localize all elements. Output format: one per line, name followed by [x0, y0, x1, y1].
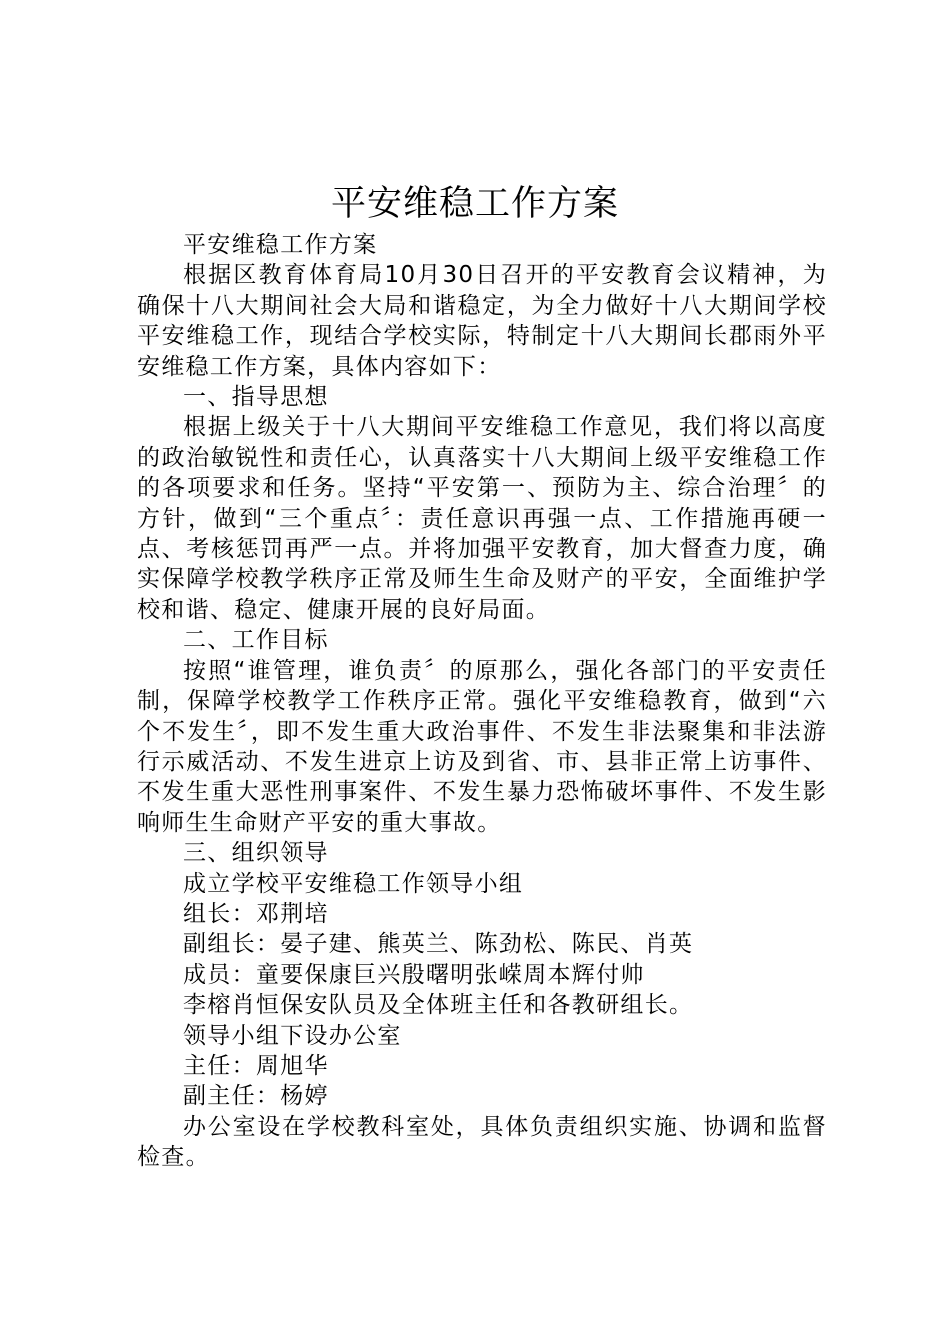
paragraph-office: 领导小组下设办公室	[183, 1022, 402, 1049]
paragraph-members-cont: 李榕肖恒保安队员及全体班主任和各教研组长。	[183, 992, 694, 1019]
paragraph-office-duties: 办公室设在学校教科室处，具体负责组织实施、协调和监督检查。	[137, 1113, 827, 1171]
paragraph-guiding-ideology: 根据上级关于十八大期间平安维稳工作意见，我们将以高度的政治敏锐性和责任心，认真落实十八大期间上级平安维稳工作的各项要求和任务。坚持“平安第一、预防为主、综合治理〞的方针，做到“三个重点〞：责任意识再强一点、工作措施再硬一点、考核惩罚再严一点。并将加强平安教育，加大督查力度，确实保障学校教学秩序正常及师生生命及财产的平安，全面维护学校和谐、稳定、健康开展的良好局面。	[137, 414, 827, 623]
paragraph-group-leader: 组长：邓荆培	[183, 900, 329, 927]
paragraph-leadership-group: 成立学校平安维稳工作领导小组	[183, 870, 524, 897]
document-body	[137, 230, 827, 1173]
paragraph-intro: 根据区教育体育局10月30日召开的平安教育会议精神，为确保十八大期间社会大局和谐稳定，为全力做好十八大期间学校平安维稳工作，现结合学校实际，特制定十八大期间长郡雨外平安维稳工作方案，具体内容如下：	[137, 262, 827, 380]
document-title: 平安维稳工作方案	[330, 184, 619, 224]
paragraph-work-goals: 按照“谁管理，谁负责〞的原那么，强化各部门的平安责任制，保障学校教学工作秩序正常。强化平安维稳教育，做到“六个不发生〞，即不发生重大政治事件、不发生非法聚集和非法游行示威活动、不发生进京上访及到省、市、县非正常上访事件、不发生重大恶性刑事案件、不发生暴力恐怖破坏事件、不发生影响师生生命财产平安的重大事故。	[137, 657, 827, 836]
paragraph-deputy-leaders: 副组长：晏子建、熊英兰、陈劲松、陈民、肖英	[183, 931, 694, 958]
section-heading-organization: 三、组织领导	[183, 840, 329, 867]
paragraph-members: 成员：童要保康巨兴殷曙明张嵘周本辉付帅	[183, 961, 645, 988]
section-heading-work-goals: 二、工作目标	[183, 627, 329, 654]
paragraph-deputy-director: 副主任：杨婷	[183, 1083, 329, 1110]
section-heading-guiding-ideology: 一、指导思想	[183, 384, 329, 411]
paragraph-director: 主任：周旭华	[183, 1052, 329, 1079]
paragraph-subtitle: 平安维稳工作方案	[183, 232, 378, 258]
